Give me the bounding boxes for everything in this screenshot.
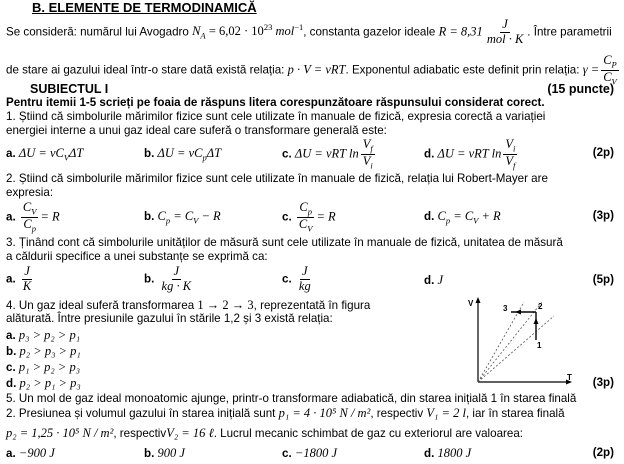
gamma-fraction: $\frac{C_P}{C_V}$ [603,53,617,87]
vt-diagram [468,296,578,388]
q3-option-a: a. $\frac{J}{K}$ [6,264,32,293]
subject-label: SUBIECTUL I [30,82,109,96]
isobar-1 [478,316,554,382]
intro-line-2: de stare ai gazului ideal într-o stare dată există relația: p · V = νRT. Exponentul adiabatic este definit prin relația: γ = $\frac{C_P}{C_V}$ [6,53,617,87]
q5-option-a: a. −900 J [6,446,55,460]
q1-option-b: b. $\Delta U = \nu C_p\Delta T$ [144,146,222,163]
q3-line-2: a căldurii specifice a unei substanțe se exprimă ca: [6,250,268,263]
q1-line-2: energiei interne a unui gaz ideal care suferă o transformare generală este: [6,124,387,137]
section-title: B. ELEMENTE DE TERMODINAMICĂ [32,0,257,15]
q1-option-d: d. ΔU = νRT ln $\frac{V_i}{V_f}$ [424,137,516,171]
q4-option-a: a. p₃ > p₂ > p₁ [6,328,81,342]
q5-option-b: b. 900 J [144,446,185,460]
isobar-2 [478,302,542,382]
q1-points: (2p) [592,146,614,159]
v-axis-label: V [468,299,474,308]
q2-option-d: d. $C_p = C_V + R$ [424,209,501,226]
q5-line-2: 2. Presiunea și volumul gazului în starea inițială sunt p₁ = 4 · 10⁵ N / m², respectiv V₁ = 2 l, iar în starea finală [6,406,565,420]
q5-option-c: c. −1800 J [282,446,338,460]
q5-option-d: d. 1800 J [424,446,472,460]
state-2-label: 2 [538,302,543,311]
gas-constant-unit: $\frac{J}{\text{mol · K}}$ [486,17,524,46]
intro-line-1: Se consideră: numărul lui Avogadro $N_A = 6,02 \cdot 10^{23}$ mol$^{-1}$, constanta gazelor ideale R = 8,31 $\frac{J}{\text{mol · K}}$ . Între parametrii [6,17,612,46]
q3-line-1: 3. Ținând cont că simbolurile unităților de măsură sunt cele utilizate în manuale de fizică, unitatea de măsură [6,236,563,249]
q4-option-d: d. p₂ > p₁ > p₃ [6,376,81,390]
q1-option-c: c. ΔU = νRT ln $\frac{V_f}{V_i}$ [282,137,373,171]
state-3-label: 3 [503,304,508,313]
q2-line-2: expresia: [6,186,54,199]
arrow-1-2 [534,318,539,324]
isobar-3 [478,302,524,382]
q5-line-3: p₂ = 1,25 · 10⁵ N / m², respectivV₂ = 16 ℓ. Lucrul mecanic schimbat de gaz cu exteriorul are valoarea: [6,426,524,440]
subject-points: (15 puncte) [547,82,614,96]
instruction: Pentru itemii 1-5 scrieți pe foaia de răspuns litera corespunzătoare răspunsului considerat corect. [6,96,545,109]
q2-option-c: c. $\frac{C_p}{C_V}$ = R [282,200,336,234]
v-axis-arrow [476,297,481,303]
q3-points: (5p) [592,273,614,286]
q2-option-a: a. $\frac{C_V}{C_p}$ = R [6,200,60,234]
q3-option-c: c. $\frac{J}{kg}$ [282,264,311,293]
q1-option-a: a. $\Delta U = \nu C_V\Delta T$ [6,146,84,163]
q4-option-c: c. p₁ > p₂ > p₃ [6,360,81,374]
q4-option-b: b. p₂ > p₃ > p₁ [6,344,81,358]
q2-line-1: 2. Știind că simbolurile mărimilor fizice sunt cele utilizate în manuale de fizică, relația lui Robert-Mayer are [6,172,548,185]
q3-option-d: d. J [424,273,444,287]
q1-line-1: 1. Știind că simbolurile mărimilor fizice sunt cele utilizate în manuale de fizică, expresia corectă a variației [6,110,546,123]
q4-points: (3p) [592,376,614,389]
q2-points: (3p) [592,209,614,222]
q2-option-b: b. $C_p = C_V - R$ [144,209,221,226]
q4-line-2: alăturată. Între presiunile gazului în stările 1,2 și 3 există relația: [6,312,333,325]
t-axis-label: T [567,373,572,382]
state-1-label: 1 [537,341,542,350]
q4-line-1: 4. Un gaz ideal suferă transformarea 1 → 2 → 3, reprezentată în figura [6,298,371,312]
q5-line-1: 5. Un mol de gaz ideal monoatomic ajunge, printr-o transformare adiabatică, din starea inițială 1 în starea finală [6,392,577,405]
q5-points: (2p) [592,446,614,459]
arrow-2-3 [515,310,521,315]
q3-option-b: b. $\frac{J}{kg \cdot K}$ [144,264,192,293]
